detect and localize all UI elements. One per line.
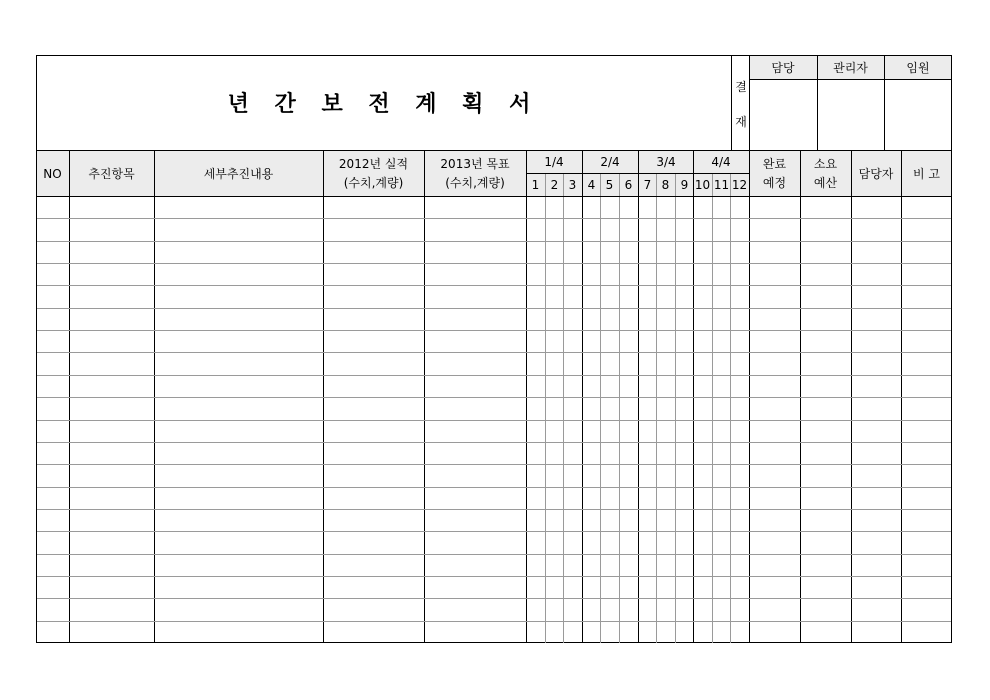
col-header-2012-line2: (수치,계량) xyxy=(343,176,404,190)
month-divider xyxy=(712,173,713,643)
col-header-2013-line1: 2013년 목표 xyxy=(440,157,510,171)
table-row xyxy=(37,420,951,421)
col-header-detail: 세부추진내용 xyxy=(203,166,274,181)
table-row xyxy=(37,330,951,331)
month-label: 10 xyxy=(694,178,711,192)
month-label: 6 xyxy=(624,178,633,192)
approval-col-manager: 관리자 xyxy=(833,60,868,75)
month-divider xyxy=(563,173,564,643)
month-divider xyxy=(600,173,601,643)
approval-signature-executive[interactable] xyxy=(885,80,951,149)
col-header-no: NO xyxy=(43,166,62,181)
table-row xyxy=(37,554,951,555)
month-divider xyxy=(730,173,731,643)
month-label: 12 xyxy=(731,178,748,192)
quarter-label: 2/4 xyxy=(600,155,620,169)
month-label: 2 xyxy=(550,178,559,192)
table-row xyxy=(37,218,951,219)
month-divider xyxy=(619,173,620,643)
table-row xyxy=(37,509,951,510)
col-header-note: 비 고 xyxy=(913,166,940,181)
col-header-2012-line1: 2012년 실적 xyxy=(338,157,409,171)
header-bottom-line xyxy=(36,196,952,197)
month-divider xyxy=(545,173,546,643)
col-header-owner: 담당자 xyxy=(858,166,894,181)
approval-signature-staff[interactable] xyxy=(750,80,816,149)
table-row xyxy=(37,285,951,286)
table-row xyxy=(37,464,951,465)
table-row xyxy=(37,241,951,242)
approval-col-staff: 담당 xyxy=(771,60,795,75)
col-header-done-line1: 완료 xyxy=(762,157,787,171)
table-row xyxy=(37,308,951,309)
table-row xyxy=(37,397,951,398)
table-row xyxy=(37,263,951,264)
month-label: 7 xyxy=(643,178,652,192)
approval-signature-manager[interactable] xyxy=(818,80,883,149)
month-label: 9 xyxy=(680,178,689,192)
col-header-budget-line2: 예산 xyxy=(813,176,838,190)
table-row xyxy=(37,352,951,353)
col-header-item: 추진항목 xyxy=(88,166,135,181)
quarter-label: 1/4 xyxy=(544,155,564,169)
month-label: 4 xyxy=(587,178,596,192)
quarter-month-divider xyxy=(526,173,749,174)
approval-label-bottom: 재 xyxy=(735,115,747,129)
month-label: 5 xyxy=(605,178,614,192)
month-divider xyxy=(675,173,676,643)
month-divider xyxy=(656,173,657,643)
quarter-label: 4/4 xyxy=(711,155,731,169)
table-row xyxy=(37,375,951,376)
approval-label-top: 결 xyxy=(735,80,747,94)
col-header-budget-line1: 소요 xyxy=(813,157,838,171)
approval-col-executive: 임원 xyxy=(906,60,930,75)
table-row xyxy=(37,576,951,577)
month-label: 11 xyxy=(713,178,730,192)
col-header-2013-line2: (수치,계량) xyxy=(445,176,505,190)
month-label: 1 xyxy=(531,178,540,192)
month-label: 3 xyxy=(568,178,577,192)
table-row xyxy=(37,621,951,622)
table-row xyxy=(37,487,951,488)
table-row xyxy=(37,442,951,443)
document-title: 년 간 보 전 계 획 서 xyxy=(227,92,540,117)
quarter-label: 3/4 xyxy=(656,155,676,169)
month-label: 8 xyxy=(661,178,670,192)
table-row xyxy=(37,598,951,599)
table-row xyxy=(37,531,951,532)
col-header-done-line2: 예정 xyxy=(762,176,787,190)
